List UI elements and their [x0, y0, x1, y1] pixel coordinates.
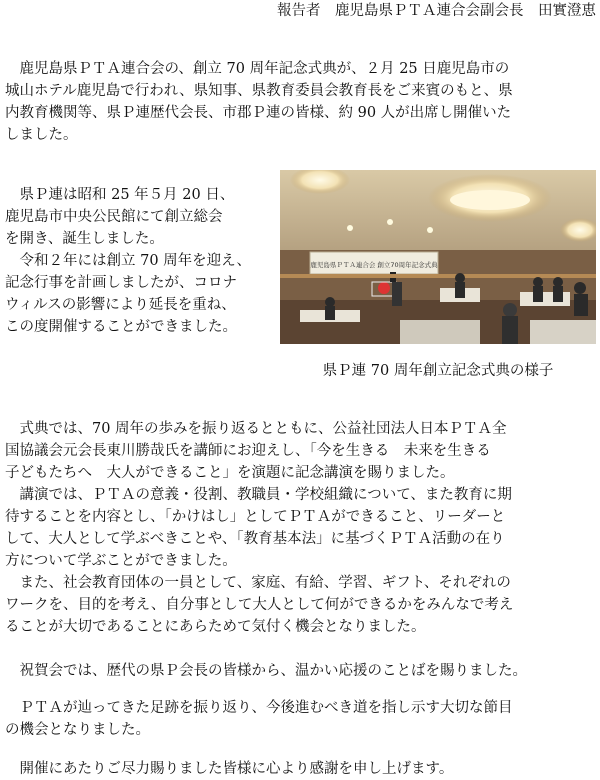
- body-line: 講演では、ＰＴＡの意義・役割、教職員・学校組織について、また教育に期: [5, 487, 512, 503]
- body-line: 方について学ぶことができました。: [5, 553, 237, 569]
- ceremony-photo: [280, 170, 596, 344]
- celebration-line: 祝賀会では、歴代の県Ｐ会長の皆様から、温かい応援のことばを賜りました。: [5, 663, 527, 679]
- history-line: 鹿児島市中央公民館にて創立総会: [5, 209, 223, 225]
- body-line: ワークを、目的を考え、自分事として大人として何ができるかをみんなで考え: [5, 597, 514, 613]
- ceremony-paragraph: [5, 418, 600, 638]
- body-line: 国協議会元会長東川勝哉氏を講師にお迎えし、「今を生きる 未来を生きる: [5, 443, 491, 459]
- reflection-paragraph: [5, 697, 600, 741]
- stage-banner-text: 鹿児島県ＰＴＡ連合会 創立70周年記念式典: [310, 261, 438, 269]
- reporter-line: [0, 0, 596, 22]
- intro-line: 鹿児島県ＰＴＡ連合会の、創立 70 周年記念式典が、２月 25 日鹿児島市の: [5, 61, 510, 77]
- history-line: を開き、誕生しました。: [5, 231, 164, 247]
- photo-caption: [280, 360, 596, 382]
- celebration-paragraph: [5, 660, 600, 682]
- photo-caption-text: 県Ｐ連 70 周年創立記念式典の様子: [322, 363, 554, 379]
- thanks-line: 開催にあたりご尽力賜りました皆様に心より感謝を申し上げます。: [5, 761, 454, 777]
- body-line: また、社会教育団体の一員として、家庭、有給、学習、ギフト、それぞれの: [5, 575, 511, 591]
- body-line: 待することを内容とし、「かけはし」としてＰＴＡができること、リーダーと: [5, 509, 506, 525]
- history-line: ウィルスの影響により延長を重ね、: [5, 297, 236, 313]
- history-line: 令和２年には創立 70 周年を迎え、: [5, 253, 252, 269]
- reporter-text: 報告者 鹿児島県ＰＴＡ連合会副会長 田實澄恵: [277, 3, 596, 19]
- thanks-paragraph: [5, 758, 600, 780]
- intro-paragraph: [5, 58, 600, 146]
- intro-line: 内教育機関等、県Ｐ連歴代会長、市郡Ｐ連の皆様、約 90 人が出席し開催いた: [5, 105, 512, 121]
- body-line: して、大人として学ぶべきことや、「教育基本法」に基づくＰＴＡ活動の在り: [5, 531, 505, 547]
- reflection-line: ＰＴＡが辿ってきた足跡を振り返り、今後進むべき道を指し示す大切な節目: [5, 700, 513, 716]
- body-line: 子どもたちへ 大人ができること」を演題に記念講演を賜りました。: [5, 465, 455, 481]
- body-line: ることが大切であることにあらためて気付く機会となりました。: [5, 619, 426, 635]
- history-line: 県Ｐ連は昭和 25 年５月 20 日、: [5, 187, 235, 203]
- reflection-line: の機会となりました。: [5, 722, 150, 738]
- flag-sun: [378, 282, 390, 294]
- ceremony-photo-illustration: [280, 170, 596, 344]
- history-line: 記念行事を計画しましたが、コロナ: [5, 275, 237, 291]
- history-line: この度開催することができました。: [5, 319, 237, 335]
- intro-line: 城山ホテル鹿児島で行われ、県知事、県教育委員会教育長をご来賓のもと、県: [5, 83, 513, 99]
- history-paragraph: [5, 184, 275, 338]
- intro-line: しました。: [5, 127, 78, 143]
- body-line: 式典では、70 周年の歩みを振り返るとともに、公益社団法人日本ＰＴＡ全: [5, 421, 507, 437]
